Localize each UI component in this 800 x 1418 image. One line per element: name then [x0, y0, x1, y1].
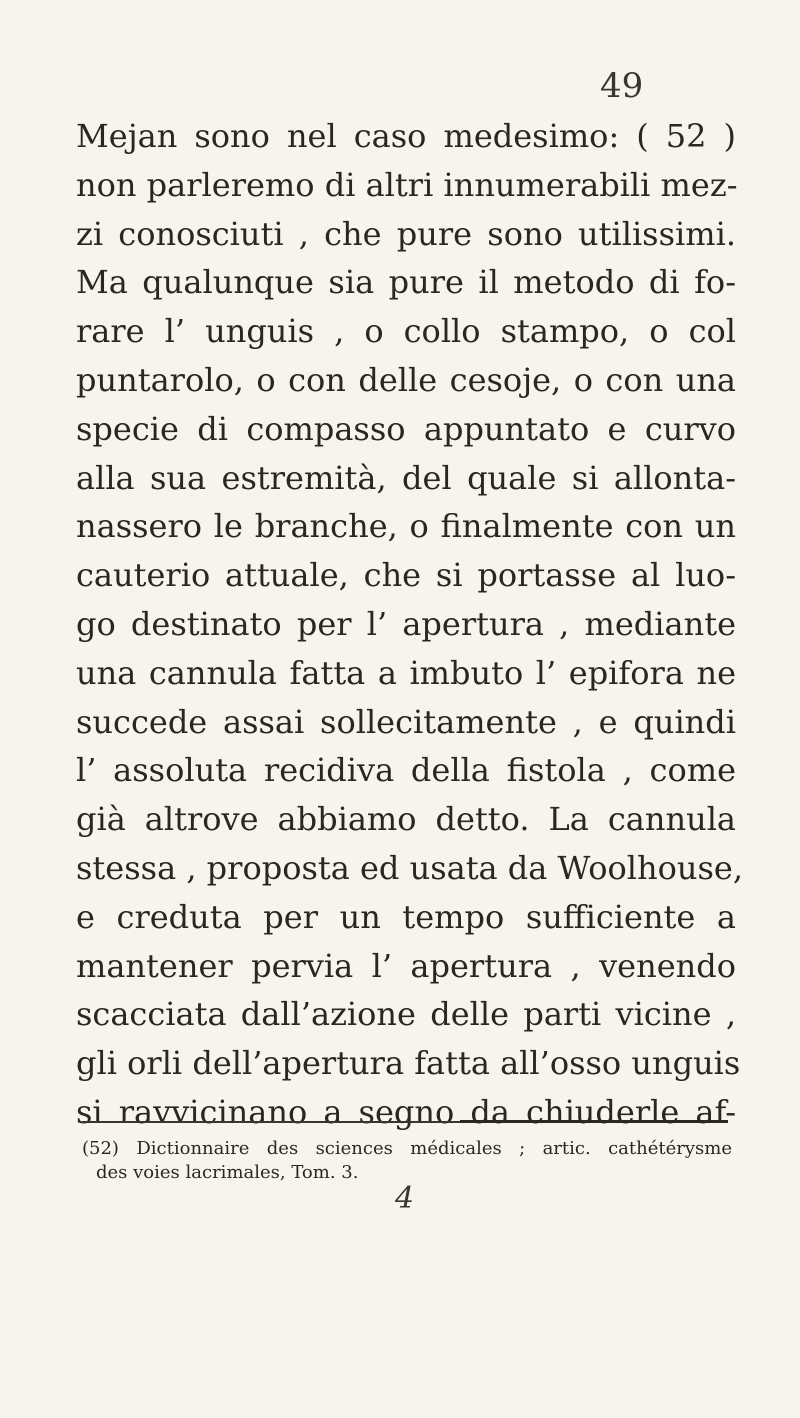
text-line: succede assai sollecitamente , e quindi [76, 702, 736, 741]
text-line: Ma qualunque sia pure il metodo di fo- [76, 263, 736, 302]
text-line: puntarolo, o con delle cesoje, o con una [76, 360, 736, 399]
text-line: mantener pervia l’ apertura , venendo [76, 946, 736, 985]
footnote [82, 1137, 732, 1185]
text-line: go destinato per l’ apertura , mediante [76, 604, 736, 643]
text-line: Mejan sono nel caso medesimo: ( 52 ) [76, 117, 736, 155]
text-line: già altrove abbiamo detto. La cannula [76, 800, 736, 839]
text-line: rare l’ unguis , o collo stampo, o col [76, 312, 736, 351]
body-text [76, 112, 744, 1137]
text-line: l’ assoluta recidiva della fistola , come [76, 751, 736, 790]
signature-mark: 4 [395, 1181, 415, 1216]
footnote-line: (52) Dictionnaire des sciences médicales ; artic. cathétérysme [82, 1138, 732, 1159]
text-line: specie di compasso appuntato e curvo [76, 409, 736, 448]
text-line: cauterio attuale, che si portasse al luo- [76, 556, 736, 595]
text-line: zi conosciuti , che pure sono utilissimi. [76, 214, 736, 253]
footnote-line: des voies lacrimales, Tom. 3. [96, 1162, 359, 1183]
text-line: nassero le branche, o finalmente con un [76, 507, 736, 546]
text-line: non parleremo di altri innumerabili mez- [76, 165, 738, 204]
footnote-separator-thick [460, 1120, 728, 1123]
text-line: gli orli dell’apertura fatta all’osso unguis [76, 1044, 741, 1083]
text-line: si ravvicinano a segno da chiuderle af- [76, 1092, 736, 1131]
text-line: stessa , proposta ed usata da Woolhouse, [76, 848, 744, 887]
page-number: 49 [600, 66, 644, 106]
text-line: una cannula fatta a imbuto l’ epifora ne [76, 653, 736, 692]
text-line: e creduta per un tempo sufficiente a [76, 897, 736, 936]
text-line: alla sua estremità, del quale si allonta- [76, 458, 736, 497]
text-line: scacciata dall’azione delle parti vicine , [76, 995, 736, 1034]
